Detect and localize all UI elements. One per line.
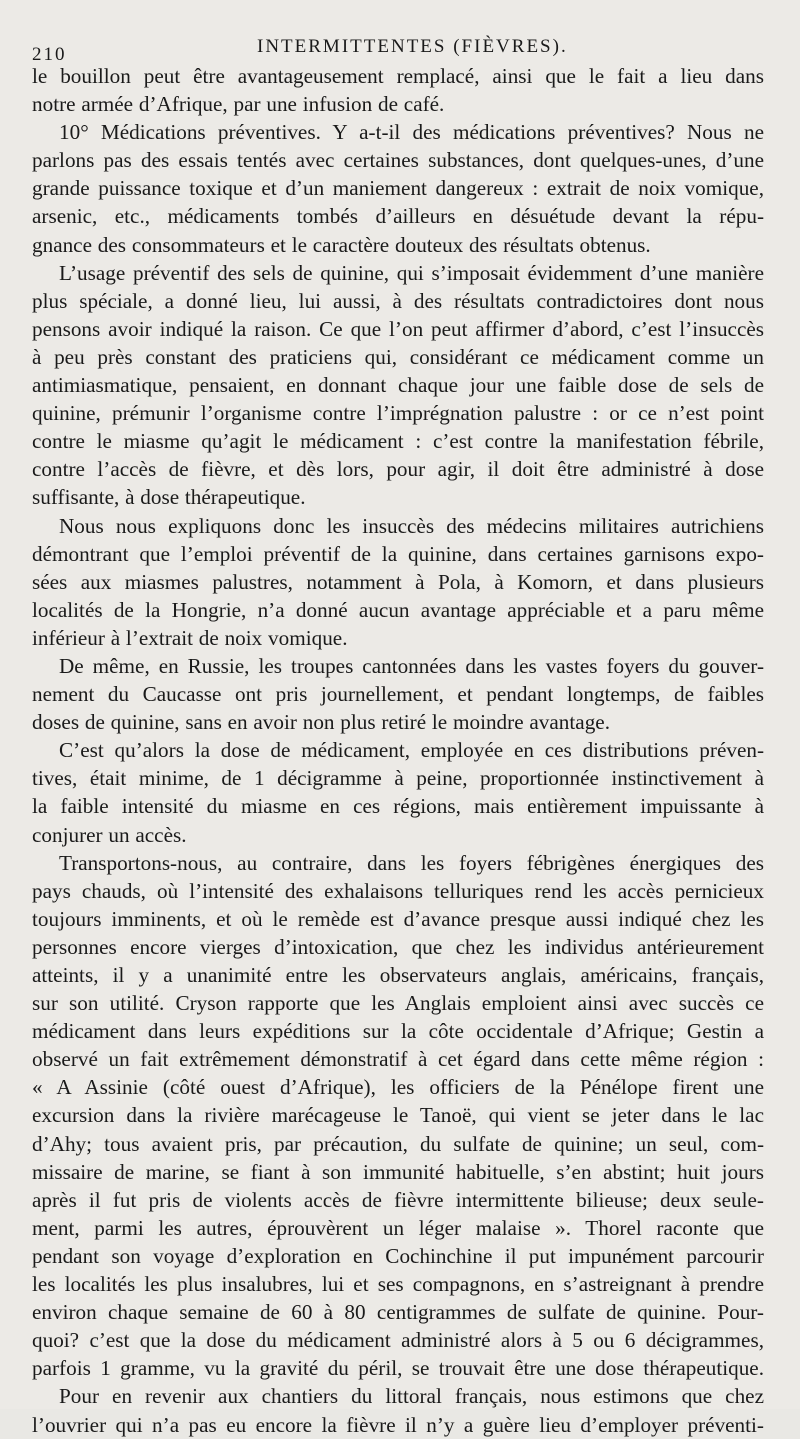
text-line: notre armée d’Afrique, par une infusion de café. [32, 92, 445, 117]
page-number: 210 [32, 44, 67, 65]
text-line: doses de quinine, sans en avoir non plus retiré le moindre avantage. [32, 710, 610, 735]
text-line: le bouillon peut être avantageusement remplacé, ainsi que le fait a lieu dans [32, 64, 764, 88]
text-line: gnance des consommateurs et le caractère douteux des résultats obtenus. [32, 232, 651, 257]
text-line: quoi? c’est que la dose du médicament administré alors à 5 ou 6 décigrammes, [32, 1328, 764, 1353]
text-line: après il fut pris de violents accès de fièvre intermittente bilieuse; deux seule- [32, 1187, 764, 1212]
text-line: environ chaque semaine de 60 à 80 centigrammes de sulfate de quinine. Pour- [32, 1300, 764, 1325]
text-line: Pour en revenir aux chantiers du littoral français, nous estimons que chez [59, 1384, 764, 1409]
text-line: parlons pas des essais tentés avec certaines substances, dont quelques-unes, d’une [32, 148, 764, 173]
text-line: toujours imminents, et où le remède est d’avance presque aussi indiqué chez les [32, 906, 764, 931]
text-line: pendant son voyage d’exploration en Cochinchine il put impunément parcourir [32, 1243, 764, 1268]
text-line: L’usage préventif des sels de quinine, qui s’imposait évidemment d’une manière [59, 260, 764, 285]
text-line: les localités les plus insalubres, lui et ses compagnons, en s’astreignant à prendre [32, 1272, 764, 1297]
text-line: conjurer un accès. [32, 822, 187, 847]
text-line: contre l’accès de fièvre, et dès lors, pour agir, il doit être administré à dose [32, 457, 764, 482]
text-line: Nous nous expliquons donc les insuccès des médecins militaires autrichiens [59, 513, 764, 538]
text-line: 10° Médications préventives. Y a-t-il des médications préventives? Nous ne [59, 120, 764, 145]
running-title: INTERMITTENTES (FIÈVRES). [257, 36, 568, 57]
text-line: localités de la Hongrie, n’a donné aucun avantage appréciable et a paru même [32, 597, 764, 622]
text-line: excursion dans la rivière marécageuse le Tanoë, qui vient se jeter dans le lac [32, 1103, 764, 1128]
text-line: antimiasmatique, pensaient, en donnant chaque jour une faible dose de sels de [32, 373, 764, 398]
text-line: inférieur à l’extrait de noix vomique. [32, 625, 348, 650]
text-line: l’ouvrier qui n’a pas eu encore la fièvre il n’y a guère lieu d’employer préventi- [32, 1412, 764, 1437]
text-line: ment, parmi les autres, éprouvèrent un léger malaise ». Thorel raconte que [32, 1215, 764, 1240]
text-line: médicament dans leurs expéditions sur la côte occidentale d’Afrique; Gestin a [32, 1019, 764, 1044]
text-line: De même, en Russie, les troupes cantonnées dans les vastes foyers du gouver- [59, 653, 764, 678]
text-line: arsenic, etc., médicaments tombés d’ailleurs en désuétude devant la répu- [32, 204, 764, 229]
text-line: missaire de marine, se fiant à son immunité habituelle, s’en abstint; huit jours [32, 1159, 764, 1184]
text-line: Transportons-nous, au contraire, dans les foyers fébrigènes énergiques des [59, 850, 764, 875]
text-line: plus spéciale, a donné lieu, lui aussi, à des résultats contradictoires dont nous [32, 288, 764, 313]
text-line: atteints, il y a unanimité entre les observateurs anglais, américains, français, [32, 963, 764, 987]
text-line: grande puissance toxique et d’un maniement dangereux : extrait de noix vomique, [32, 176, 764, 201]
text-line: parfois 1 gramme, vu la gravité du péril, se trouvait être une dose thérapeutique. [32, 1356, 764, 1381]
text-line: C’est qu’alors la dose de médicament, employée en ces distributions préven- [59, 738, 764, 763]
text-line: nement du Caucasse ont pris journellement, et pendant longtemps, de faibles [32, 682, 764, 707]
text-line: suffisante, à dose thérapeutique. [32, 485, 306, 510]
text-line: démontrant que l’emploi préventif de la quinine, dans certaines garnisons expo- [32, 541, 764, 566]
text-line: la faible intensité du miasme en ces régions, mais entièrement impuissante à [32, 794, 764, 819]
text-line: pensons avoir indiqué la raison. Ce que l’on peut affirmer d’abord, c’est l’insuccès [32, 316, 764, 341]
text-line: « A Assinie (côté ouest d’Afrique), les officiers de la Pénélope firent une [32, 1075, 764, 1100]
text-line: d’Ahy; tous avaient pris, par précaution, du sulfate de quinine; un seul, com- [32, 1131, 764, 1156]
text-line: sées aux miasmes palustres, notamment à Pola, à Komorn, et dans plusieurs [32, 569, 764, 594]
text-line: observé un fait extrêmement démonstratif à cet égard dans cette même région : [32, 1047, 764, 1072]
body-text [32, 62, 764, 1439]
text-line: pays chauds, où l’intensité des exhalaisons telluriques rend les accès pernicieux [32, 878, 764, 903]
text-line: tives, était minime, de 1 décigramme à peine, proportionnée instinctivement à [32, 766, 764, 791]
text-line: contre le miasme qu’agit le médicament : c’est contre la manifestation fébrile, [32, 429, 764, 454]
text-line: sur son utilité. Cryson rapporte que les Anglais emploient ainsi avec succès ce [32, 991, 764, 1016]
page-header [32, 32, 764, 65]
text-line: personnes encore vierges d’intoxication, que chez les individus antérieurement [32, 934, 764, 959]
text-line: quinine, prémunir l’organisme contre l’imprégnation palustre : or ce n’est point [32, 401, 764, 426]
text-line: à peu près constant des praticiens qui, considérant ce médicament comme un [32, 344, 764, 369]
